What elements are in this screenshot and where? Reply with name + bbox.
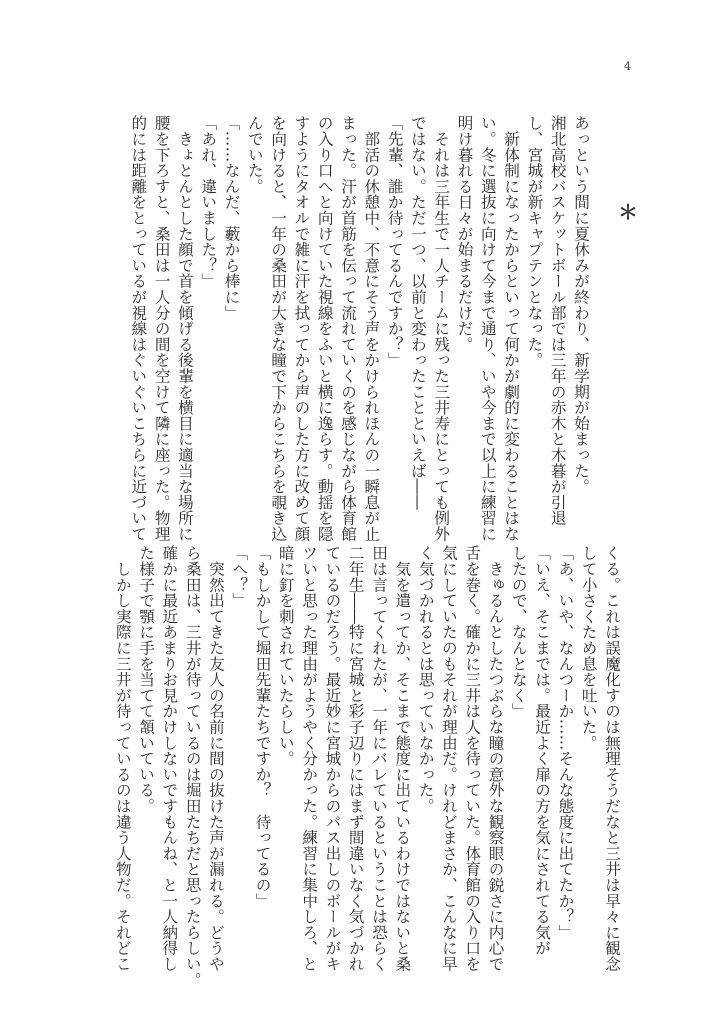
- text-column: 「先輩、誰か待ってるんですか？」: [385, 115, 404, 368]
- text-column: あっという間に夏休みが終わり、新学期が始まった。: [572, 115, 590, 495]
- text-column: 的には距離をとっているが視線はぐいぐいこちらに近づいて: [129, 115, 148, 542]
- text-column: 気を遣ってか、そこまで態度に出ているわけではないと桑: [393, 545, 412, 972]
- text-column: 「あ、いや、なんつーか……そんな態度に出てたか？」: [556, 545, 575, 940]
- text-column: きょとんとした顔で首を傾げる後輩を横目に適当な場所に: [175, 115, 194, 542]
- page-number: 4: [624, 60, 631, 73]
- text-column: 新体制になったからといって何かが劇的に変わることはな: [502, 115, 521, 542]
- text-column: し、宮城が新キャプテンとなった。: [525, 115, 544, 368]
- text-column: 部活の休憩中、不意にそう声をかけられほんの一瞬息が止: [362, 115, 381, 542]
- text-column: 気にしていたのもそれが理由だ。けれどまさか、こんなに早: [439, 545, 458, 972]
- lower-text-tier: [110, 545, 623, 988]
- text-column: したので、なんとなく」: [509, 545, 528, 719]
- text-column: ているのだろう。最近妙に宮城からのパス出しのボールがキ: [323, 545, 342, 972]
- text-column: ら桑田は、三井が待っているのは堀田たちだと思ったらしい。: [183, 545, 202, 988]
- text-column: 湘北高校バスケットボール部では三年の赤木と木暮が引退: [548, 115, 567, 526]
- text-column: 突然出てきた友人の名前に間の抜けた声が漏れる。どうや: [206, 545, 225, 972]
- upper-text-tier: [126, 115, 592, 542]
- text-column: 明け暮れる日々が始まるだけだ。: [455, 115, 474, 352]
- text-column: 「もしかして堀田先輩たちですか？ 待ってるの」: [253, 545, 272, 909]
- text-column: すようにタオルで雑に汗を拭ってから声のした方に改めて顔: [292, 115, 311, 542]
- text-column: 腰を下ろすと、桑田は一人分の間を空けて隣に座った。物理: [152, 115, 171, 542]
- text-column: 「……なんだ、藪から棒に」: [222, 115, 241, 321]
- text-column: を向けると、一年の桑田が大きな瞳で下からこちらを覗き込: [269, 115, 288, 542]
- text-column: きゅるんとしたつぶらな瞳の意外な観察眼の鋭さに内心で: [486, 545, 505, 972]
- text-column: しかし実際に三井が待っているのは違う人物だ。それどこ: [113, 545, 132, 972]
- text-column: 舌を巻く。確かに三井は人を待っていた。体育館の入り口を: [463, 545, 482, 972]
- text-column: の入り口へと向けていた視線をふいと横に逸らす。動揺を隠: [315, 115, 334, 542]
- text-column: 「あれ、違いました？」: [199, 115, 218, 289]
- section-break-asterisk: ＊: [618, 200, 638, 224]
- text-column: して小さくため息を吐いた。: [579, 545, 598, 751]
- text-column: 田は言ってくれたが、一年にバレているということは恐らく: [370, 545, 389, 972]
- text-column: ツいと思った理由がようやく分かった。練習に集中しろ、と: [300, 545, 319, 972]
- text-column: 暗に釘を刺されていたらしい。: [276, 545, 295, 767]
- text-column: た様子で顎に手を当てて頷いている。: [137, 545, 156, 814]
- text-column: ではない。ただ一つ、以前と変わったことといえば――: [408, 115, 427, 510]
- text-column: い。冬に選抜に向けて今まで通り、いや今まで以上に練習に: [478, 115, 497, 542]
- text-column: 確かに最近あまりお見かけしないですもんね、と一人納得し: [160, 545, 179, 972]
- text-column: 二年生――特に宮城と彩子辺りにはまず間違いなく気づかれ: [346, 545, 365, 972]
- text-column: それは三年生で一人チームに残った三井寿にとっても例外: [432, 115, 451, 542]
- text-column: まった。汗が首筋を伝って流れていくのを感じながら体育館: [339, 115, 358, 542]
- text-column: く気づかれるとは思っていなかった。: [416, 545, 435, 814]
- text-column: 「へ？」: [230, 545, 249, 609]
- text-column: んでいた。: [245, 115, 264, 194]
- text-column: くる。これは誤魔化すのは無理そうだなと三井は早々に観念: [603, 545, 621, 972]
- text-column: 「いえ、そこまでは。最近よく扉の方を気にされてる気が: [533, 545, 552, 956]
